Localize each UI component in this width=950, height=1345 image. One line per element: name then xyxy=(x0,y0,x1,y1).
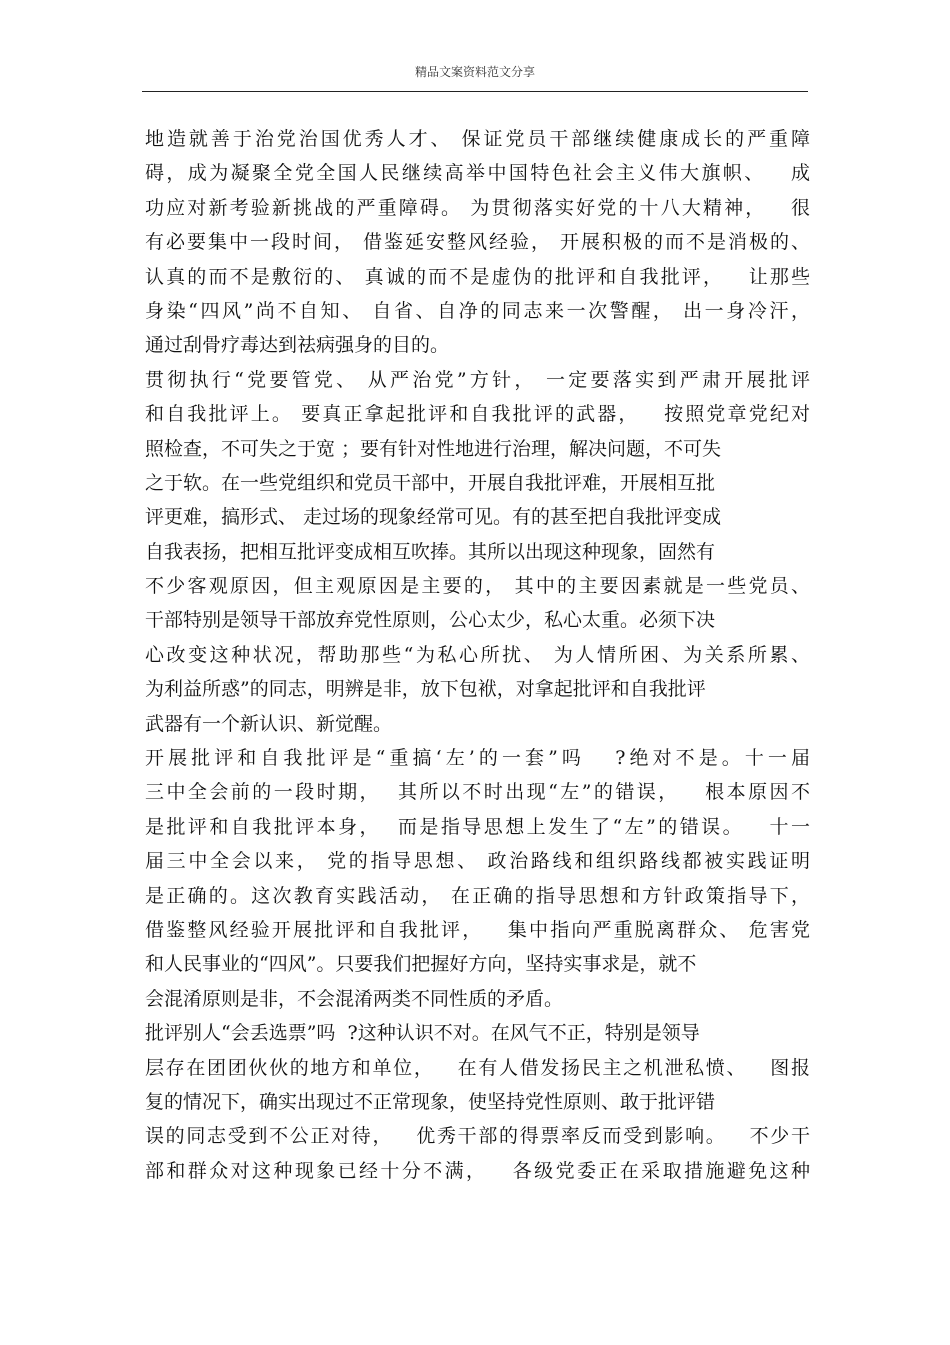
text-line: 照检查，不可失之于宽 ；要有针对性地进行治理，解决问题，不可失 xyxy=(145,437,722,460)
text-line: 和自我批评上。 要真正拿起批评和自我批评的武器， 按照党章党纪对 xyxy=(145,403,810,426)
text-line: 届三中全会以来， 党的指导思想、 政治路线和组织路线都被实践证明 xyxy=(145,850,810,873)
text-line: 干部特别是领导干部放弃党性原则，公心太少，私心太重。必须下决 xyxy=(145,609,716,632)
text-line: 身染“四风”尚不自知、 自省、自净的同志来一次警醒， 出一身冷汗， xyxy=(145,299,810,322)
text-line: 武器有一个新认识、新觉醒。 xyxy=(145,712,393,735)
text-line: 复的情况下，确实出现过不正常现象，使坚持党性原则、敢于批评错 xyxy=(145,1090,716,1113)
text-line: 不少客观原因，但主观原因是主要的， 其中的主要因素就是一些党员、 xyxy=(145,575,810,598)
text-line: 贯彻执行“党要管党、 从严治党”方针， 一定要落实到严肃开展批评 xyxy=(145,368,810,391)
page-header: 精品文案资料范文分享 xyxy=(414,65,535,79)
text-line: 开展批评和自我批评是“重搞‘左’的一套”吗 ?绝对不是。十一届 xyxy=(145,747,810,770)
text-line: 有必要集中一段时间， 借鉴延安整风经验， 开展积极的而不是消极的、 xyxy=(145,231,810,254)
text-line: 是正确的。这次教育实践活动， 在正确的指导思想和方针政策指导下， xyxy=(145,884,810,907)
text-line: 之于软。在一些党组织和党员干部中，开展自我批评难，开展相互批 xyxy=(145,471,716,494)
text-line: 功应对新考验新挑战的严重障碍。 为贯彻落实好党的十八大精神， 很 xyxy=(145,196,810,219)
text-line: 评更难，搞形式、 走过场的现象经常可见。有的甚至把自我批评变成 xyxy=(145,506,722,529)
text-line: 误的同志受到不公正对待， 优秀干部的得票率反而受到影响。 不少干 xyxy=(145,1125,810,1148)
text-line: 为利益所惑”的同志，明辨是非，放下包袱，对拿起批评和自我批评 xyxy=(145,678,706,701)
text-line: 通过刮骨疗毒达到祛病强身的目的。 xyxy=(145,334,450,357)
text-line: 和人民事业的“四风”。只要我们把握好方向，坚持实事求是，就不 xyxy=(145,953,697,976)
text-line: 是批评和自我批评本身， 而是指导思想上发生了“左”的错误。 十一 xyxy=(145,815,810,838)
text-line: 自我表扬，把相互批评变成相互吹捧。其所以出现这种现象，固然有 xyxy=(145,540,716,563)
header-rule xyxy=(142,91,808,92)
text-line: 批评别人“会丢选票”吗 ?这种认识不对。在风气不正，特别是领导 xyxy=(145,1022,700,1045)
text-line: 碍，成为凝聚全党全国人民继续高举中国特色社会主义伟大旗帜、 成 xyxy=(145,162,810,185)
body-text xyxy=(145,122,810,1188)
text-line: 借鉴整风经验开展批评和自我批评， 集中指向严重脱离群众、 危害党 xyxy=(145,918,810,941)
text-line: 层存在团团伙伙的地方和单位， 在有人借发扬民主之机泄私愤、 图报 xyxy=(145,1056,810,1079)
text-line: 部和群众对这种现象已经十分不满， 各级党委正在采取措施避免这种 xyxy=(145,1159,810,1182)
text-line: 地造就善于治党治国优秀人才、 保证党员干部继续健康成长的严重障 xyxy=(145,128,810,150)
text-line: 心改变这种状况，帮助那些“为私心所扰、 为人情所困、为关系所累、 xyxy=(145,643,810,666)
text-line: 三中全会前的一段时期， 其所以不时出现“左”的错误， 根本原因不 xyxy=(145,781,810,804)
text-line: 认真的而不是敷衍的、 真诚的而不是虚伪的批评和自我批评， 让那些 xyxy=(145,265,810,288)
text-line: 会混淆原则是非，不会混淆两类不同性质的矛盾。 xyxy=(145,987,564,1010)
